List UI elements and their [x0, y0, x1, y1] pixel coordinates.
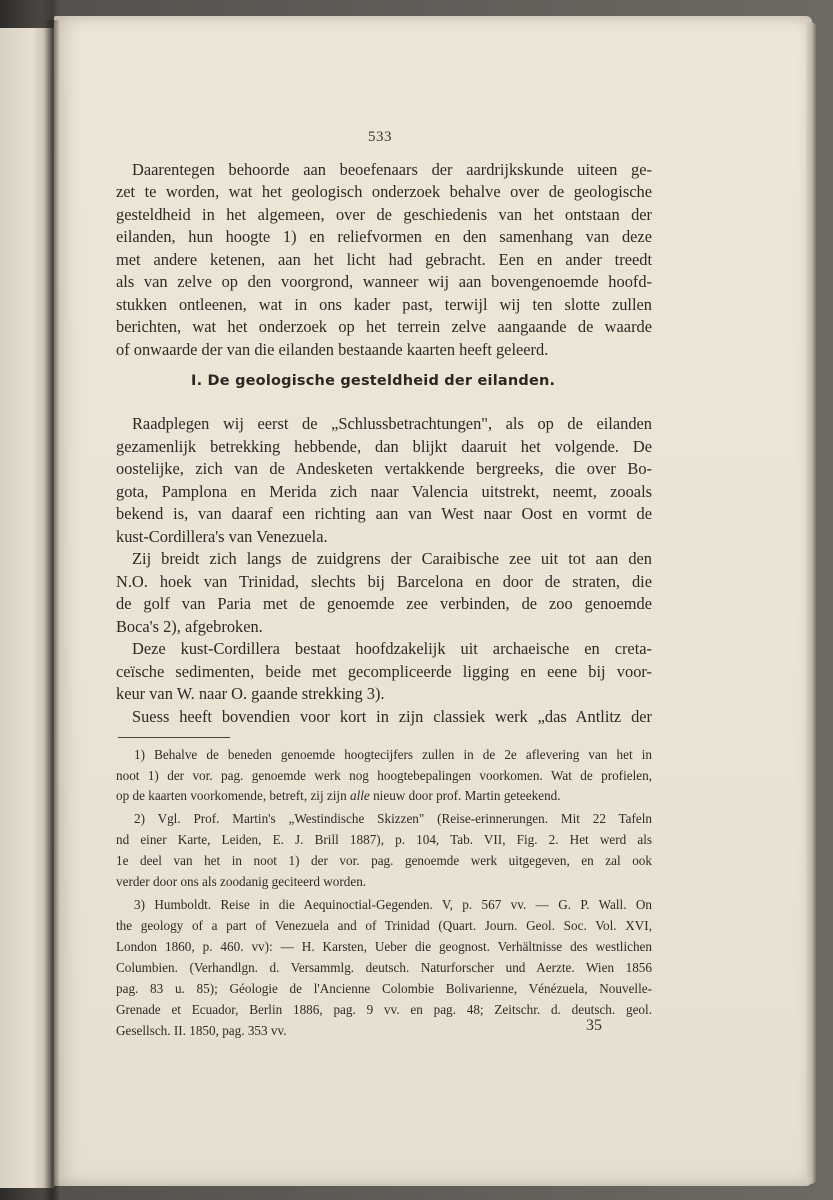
body-line: als van zelve op den voorgrond, wanneer wij aan bovengenoemde hoofd- [116, 272, 652, 291]
body-line: zet te worden, wat het geologisch onderzoek behalve over de geologische [116, 182, 652, 201]
footnote-line: pag. 83 u. 85); Géologie de l'Ancienne Colombie Bolivarienne, Vénézuela, Nouvelle- [116, 981, 652, 996]
body-line: gesteldheid in het algemeen, over de geschiedenis van het ontstaan der [116, 205, 652, 224]
body-line: eilanden, hun hoogte 1) en reliefvormen en den samenhang van deze [116, 227, 652, 246]
section-line: N.O. hoek van Trinidad, slechts bij Barcelona en door de straten, die [116, 572, 652, 591]
footnote-line: 1e deel van het in noot 1) der vor. pag. genoemde werk uitgegeven, en zal ook [116, 853, 652, 868]
footnote-text: nieuw door prof. Martin geteekend. [373, 788, 561, 803]
footnote-emphasis: alle [350, 788, 370, 803]
page-stack-edge [806, 22, 816, 1184]
section-line: de golf van Paria met de genoemde zee verbinden, de zoo genoemde [116, 594, 652, 613]
page-number: 533 [368, 129, 392, 145]
section-line: Suess heeft bovendien voor kort in zijn classiek werk „das Antlitz der [132, 707, 652, 726]
footnote-line: verder door ons als zoodanig geciteerd worden. [116, 874, 367, 889]
footnote-rule [118, 737, 230, 738]
body-line: stukken ontleenen, wat in ons kader past, terwijl wij ten slotte zullen [116, 295, 652, 314]
section-line: bekend is, van daaraf een richting aan van West naar Oost en vormt de [116, 504, 652, 523]
footnote-line: nd einer Karte, Leiden, E. J. Brill 1887), p. 104, Tab. VII, Fig. 2. Het werd als [116, 832, 652, 847]
footnote-line: Columbien. (Verhandlgn. d. Versammlg. deutsch. Naturforscher und Aerzte. Wien 1856 [116, 960, 652, 975]
footnote-line: 1) Behalve de beneden genoemde hoogtecijfers zullen in de 2e aflevering van het in [134, 747, 652, 762]
section-line: kust-Cordillera's van Venezuela. [116, 527, 328, 546]
section-heading: I. De geologische gesteldheid der eilanden. [191, 373, 556, 389]
footnote-line: Grenade et Ecuador, Berlin 1886, pag. 9 vv. en pag. 48; Zeitschr. d. deutsch. geol. [116, 1002, 652, 1017]
section-line: gota, Pamplona en Merida zich naar Valencia uitstrekt, neemt, zooals [116, 482, 652, 501]
section-line: keur van W. naar O. gaande strekking 3). [116, 684, 385, 703]
footnote-text: op de kaarten voorkomende, betreft, zij zijn [116, 788, 347, 803]
section-line: Raadplegen wij eerst de „Schlussbetrachtungen", als op de eilanden [132, 414, 652, 433]
footnote-line: the geology of a part of Venezuela and of Trinidad (Quart. Journ. Geol. Soc. Vol. XVI, [116, 918, 652, 933]
footnote-line: 3) Humboldt. Reise in die Aequinoctial-Gegenden. V, p. 567 vv. — G. P. Wall. On [134, 897, 652, 912]
signature-mark: 35 [586, 1017, 602, 1034]
body-line: met andere ketenen, aan het licht had gebracht. Een en ander treedt [116, 250, 652, 269]
section-line: gezamenlijk betrekking hebbende, dan blijkt daaruit het volgende. De [116, 437, 652, 456]
footnote-line: Gesellsch. II. 1850, pag. 353 vv. [116, 1023, 287, 1038]
section-line: ceïsche sedimenten, beide met gecompliceerde ligging en eene bij voor- [116, 662, 652, 681]
section-line: oostelijke, zich van de Andesketen vertakkende bergreeks, die over Bo- [116, 459, 652, 478]
footnote-line: 2) Vgl. Prof. Martin's „Westindische Skizzen" (Reise-erinnerungen. Mit 22 Tafeln [134, 811, 652, 826]
section-line: Boca's 2), afgebroken. [116, 617, 263, 636]
section-line: Zij breidt zich langs de zuidgrens der Caraibische zee uit tot aan den [132, 549, 652, 568]
footnote-line [116, 786, 652, 805]
body-line: of onwaarde der van die eilanden bestaande kaarten heeft geleerd. [116, 340, 549, 359]
body-line: berichten, wat het onderzoek op het terrein zelve aangaande de waarde [116, 317, 652, 336]
footnote-line: noot 1) der vor. pag. genoemde werk nog hoogtebepalingen voorkomen. Wat de profielen, [116, 768, 652, 783]
spine-shadow [44, 20, 60, 1200]
body-line: Daarentegen behoorde aan beoefenaars der aardrijkskunde uiteen ge- [132, 160, 652, 179]
footnote-line: London 1860, p. 460. vv): — H. Karsten, Ueber die geognost. Verhältnisse des westlichen [116, 939, 652, 954]
section-line: Deze kust-Cordillera bestaat hoofdzakelijk uit archaeische en creta- [132, 639, 652, 658]
